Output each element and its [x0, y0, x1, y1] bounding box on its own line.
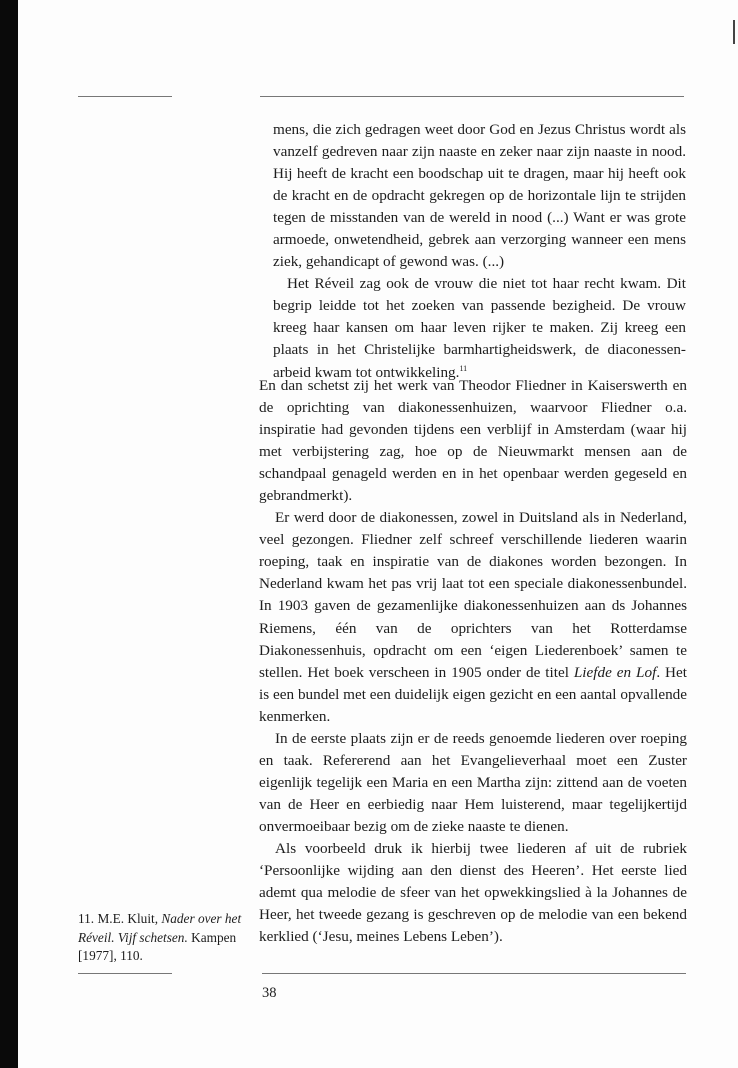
body-paragraph-2-text-a: Er werd door de diakonessen, zowel in Duitsland als in Nederland, veel gezongen. Fliedner zelf schreef verschillende liederen waarin roeping, taak en inspiratie van de diakones worden bezongen. In Nederland kwam het pas vrij laat tot een speciale diakonessenbundel. In 1903 gaven de gezamenlijke diakonessenhuizen aan ds Johannes Riemens, één van de oprichters van het Rotterdamse Diakonessenhuis, opdracht om een ‘eigen Liederenboek’ samen te stellen. Het boek verscheen in 1905 onder de titel [259, 509, 687, 681]
footnote-author: M.E. Kluit, [97, 911, 159, 926]
body-paragraph-2-text-b: . Het is een bundel met een duidelijk eigen gezicht en een aantal opvallende kenmerken. [259, 663, 687, 725]
footnote-number: 11. [78, 911, 95, 926]
body-paragraph-4: Als voorbeeld druk ik hierbij twee liederen af uit de rubriek ‘Persoonlijke wijding aan den dienst des Heeren’. Het eerste lied ademt qua melodie de sfeer van het opwekkingslied à la Johannes de Heer, het tweede gezang is geschreven op de melodie van een bekend kerklied (‘Jesu, meines Lebens Leben’). [259, 839, 687, 946]
bottom-rule-right [262, 973, 686, 974]
footnote-reference[interactable]: 11 [459, 363, 468, 373]
scan-binding-edge [0, 0, 18, 1068]
footnote-place-year: Kampen [1977], 110. [78, 929, 237, 963]
body-paragraph-3: In de eerste plaats zijn er de reeds genoemde liederen over roeping en taak. Refererend aan het Evangelieverhaal moet een Zuster eigenlijk tegelijk een Maria en een Martha zijn: zittend aan de voeten van de Heer en eerbiedig naar Hem luisterend, maar tegelijkertijd onvermoeibaar bezig om de zieke naaste te dienen. [259, 729, 687, 835]
quote-paragraph-1: mens, die zich gedragen weet door God en Jezus Christus wordt als vanzelf gedreven naar zijn naaste en zeker naar zijn naaste in nood. Hij heeft de kracht een boodschap uit te dragen, maar hij heeft ook de kracht en de opdracht gekregen op de horizontale lijn te strijden tegen de misstanden van de wereld in nood (...) Want er was grote armoede, onwetendheid, gebrek aan verzorging wanneer een mens ziek, gehandicapt of gewond was. (...) [273, 121, 686, 271]
footnote [78, 910, 248, 966]
quote-paragraph-2-text: Het Réveil zag ook de vrouw die niet tot haar recht kwam. Dit begrip leidde tot het zoeken van passende bezigheid. De vrouw kreeg haar kansen om haar leven rijker te maken. Zij kreeg een plaats in het Christelijke barmhartigheidswerk, de diaconessen-arbeid kwam tot ontwikkeling. [273, 275, 686, 381]
top-rule-right [260, 96, 684, 97]
body-text [259, 375, 687, 948]
block-quote [273, 119, 686, 384]
body-paragraph-1: En dan schetst zij het werk van Theodor Fliedner in Kaiserswerth en de oprichting van diakonessenhuizen, waarvoor Fliedner o.a. inspiratie had gevonden tijdens een verblijf in Amsterdam (waar hij met verbijstering zag, hoe op de Nieuwmarkt mensen aan de schandpaal genageld werden en in het openbaar werden gegeseld en gebrandmerkt). [259, 377, 687, 505]
page-number: 38 [262, 985, 277, 1001]
book-title: Liefde en Lof [573, 663, 657, 681]
scan-corner-mark [733, 20, 735, 44]
body-paragraph-2 [259, 507, 687, 727]
quote-paragraph-2 [273, 273, 686, 383]
bottom-rule-left [78, 973, 172, 974]
footnote-title: Nader over het Réveil. Vijf schetsen. [78, 911, 242, 945]
top-rule-left [78, 96, 172, 97]
